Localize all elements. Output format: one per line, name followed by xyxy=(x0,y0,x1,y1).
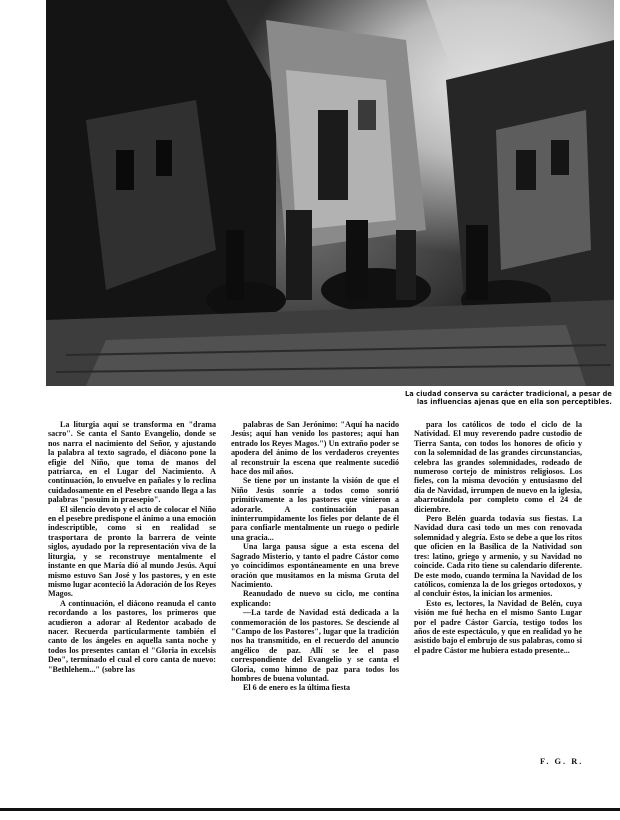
paragraph: A continuación, el diácono reanuda el canto recordando a los pastores, los primeros que acudieron a adorar al Redentor acabado de nacer. Recuerda particularmente también el canto de los ángeles en aquella santa noche y todos los presentes cantan el "Gloria in excelsis Deo", terminado el cual el coro canta de nuevo: "Bethlehem..." (sobre las xyxy=(48,598,216,674)
paragraph: palabras de San Jerónimo: "Aquí ha nacido Jesús; aquí han venido los pastores; aquí han entrado los Reyes Magos.") Un extraño poder se apodera del ánimo de los verdaderos creyentes al reconstruir la escena que realmente sucedió hace dos mil años. xyxy=(231,420,399,477)
paragraph: —La tarde de Navidad está dedicada a la conmemoración de los pastores. Se desciende al "Campo de los Pastores", lugar que la tradición nos ha transmitido, en el recuerdo del anuncio angélico de paz. Allí se lee el paso correspondiente del Evangelio y se canta el Gloria, como himno de paz para todos los hombres de buena voluntad. xyxy=(231,608,399,683)
paragraph: para los católicos de todo el ciclo de la Natividad. El muy reverendo padre custodio de Tierra Santa, con todos los honores de oficio y con la solemnidad de las grandes circunstancias, celebra las grandes solemnidades, rodeado de numeroso cortejo de ministros religiosos. Los fieles, con la misma devoción y entusiasmo del día de Navidad, irrumpen de nuevo en la iglesia, abarrotándola por completo como el 24 de diciembre. xyxy=(414,420,582,514)
paragraph: Una larga pausa sigue a esta escena del Sagrado Misterio, y tanto el padre Cástor como yo coincidimos espontáneamente en una breve oración que musitamos en la misma Gruta del Nacimiento. xyxy=(231,542,399,589)
paragraph: Esto es, lectores, la Navidad de Belén, cuya visión me fué hecha en el mismo Santo Lugar por el padre Cástor García, testigo todos los años de este espectáculo, y que en realidad yo he asistido bajo el embrujo de sus palabras, como si el padre Cástor me hubiera estado presente... xyxy=(414,598,582,655)
caption-line: La ciudad conserva su carácter tradicional, a pesar de xyxy=(404,390,612,398)
article-column-1 xyxy=(48,420,216,674)
page-divider xyxy=(0,808,620,811)
paragraph: El silencio devoto y el acto de colocar el Niño en el pesebre predispone el ánimo a una emoción indescriptible, como si en realidad se trasportara de pronto la barrera de veinte siglos, ayudado por la representación viva de la liturgia, y se reconstruye mentalmente el instante en que María dió al mundo Jesús. Aquí mismo estuvo San José y los pastores, y en este mismo lugar aconteció la Adoración de los Reyes Magos. xyxy=(48,504,216,599)
article-column-3 xyxy=(414,420,582,655)
author-signature: F. G. R. xyxy=(540,757,584,766)
paragraph: Reanudado de nuevo su ciclo, me contina explicando: xyxy=(231,589,399,608)
bethlehem-street-photo xyxy=(46,0,614,386)
photo-illustration xyxy=(46,0,614,386)
paragraph: El 6 de enero es la última fiesta xyxy=(243,683,351,693)
paragraph: Se tiene por un instante la visión de que el Niño Jesús sonríe a todos como sonrió primitivamente a los pastores que vinieron a adorarle. A continuación pasan ininterrumpidamente los fieles por delante de él para confiarle mentalmente un ruego o pedirle una gracia... xyxy=(231,476,399,542)
article-column-2 xyxy=(231,420,399,693)
paragraph: Pero Belén guarda todavía sus fiestas. La Navidad dura casi todo un mes con renovada solemnidad y alegría. Esto se debe a que los ritos que oficien en la Basílica de la Natividad son tres: latino, griego y armenio, y su Navidad no coincide. Cada rito tiene su calendario diferente. De este modo, cuando termina la Navidad de los católicos, comienza la de los griegos ortodoxos, y al concluir éstos, la inician los armenios. xyxy=(414,514,582,599)
paragraph: La liturgia aquí se transforma en "drama sacro". Se canta el Santo Evangelio, donde se nos narra el nacimiento del Señor, y ajustando la palabra al texto sagrado, el diácono pone la efigie del Niño, que toma de manos del patriarca, en el Lugar del Nacimiento. A continuación, lo envuelve en pañales y lo reclina cuidadosamente en el Pesebre cuando llega a las palabras "posuim in praesepio". xyxy=(48,420,216,505)
photo-caption xyxy=(340,390,612,406)
caption-line: las influencias ajenas que en ella son perceptibles. xyxy=(416,398,612,406)
